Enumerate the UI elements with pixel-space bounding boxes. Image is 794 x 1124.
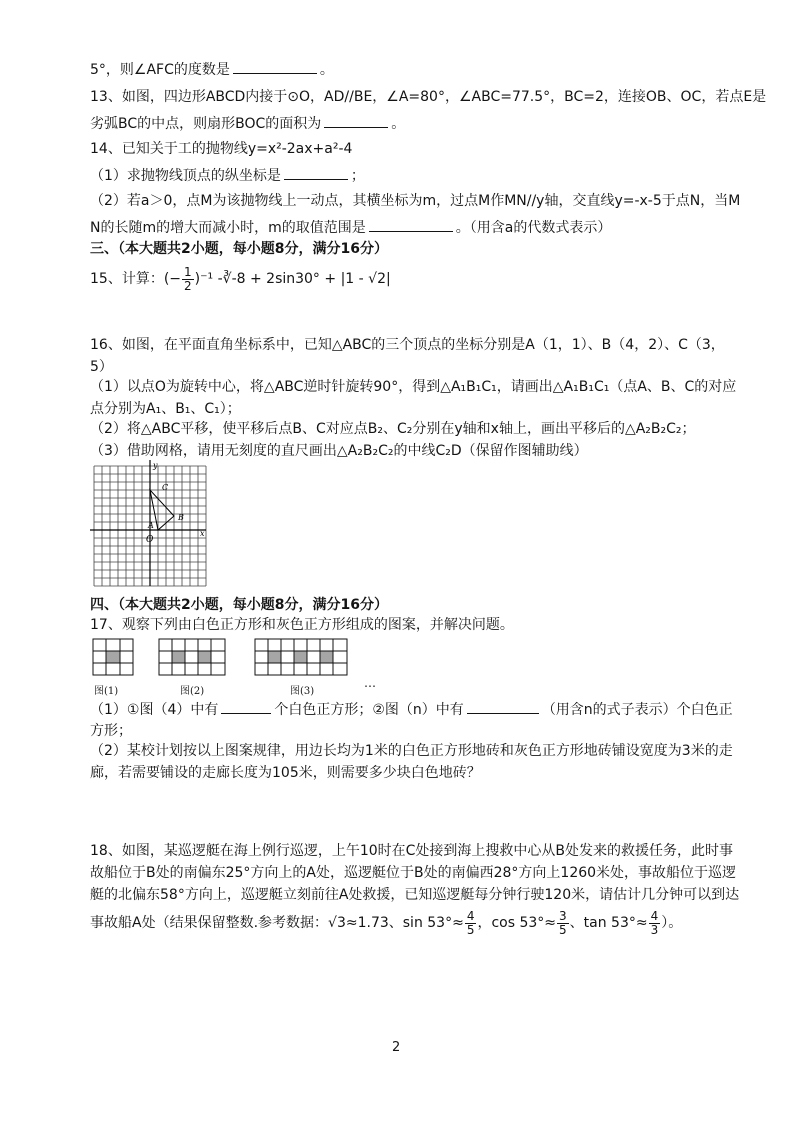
q14-p1-end: ； bbox=[350, 168, 365, 184]
q15 bbox=[90, 264, 720, 294]
tan-label: 、tan 53°≈ bbox=[569, 915, 648, 931]
point-a-label: A bbox=[148, 521, 154, 530]
q12-text: 5°，则∠AFC的度数是 bbox=[90, 62, 230, 78]
q18-line4-post: ）。 bbox=[661, 915, 683, 931]
section-3-heading: 三、（本大题共2小题，每小题8分，满分16分） bbox=[90, 241, 388, 257]
q16-grid-figure bbox=[90, 460, 210, 594]
q15-expression: -∛-8 + 2sin30° + |1 - √2| bbox=[217, 271, 391, 287]
cos-label: ，cos 53°≈ bbox=[477, 915, 557, 931]
coordinate-grid bbox=[90, 460, 210, 590]
q14-p1-text: （1）求抛物线顶点的纵坐标是 bbox=[90, 168, 281, 184]
q14-stem: 14、已知关于工的抛物线y=x²-2ax+a²-4 bbox=[90, 141, 353, 157]
q12-answer-blank[interactable] bbox=[233, 58, 317, 74]
q13-answer-blank[interactable] bbox=[324, 112, 388, 128]
q16-line2: 5） bbox=[90, 359, 113, 375]
q15-pre: (− bbox=[163, 271, 182, 287]
q13-text: 劣弧BC的中点，则扇形BOC的面积为 bbox=[90, 116, 322, 132]
q17-ellipsis: … bbox=[364, 676, 376, 690]
q16-part2: （2）将△ABC平移，使平移后点B、C对应点B₂、C₂分别在y轴和x轴上，画出平移后的△A₂B₂C₂； bbox=[90, 421, 696, 437]
q12-tail bbox=[90, 58, 720, 81]
cos-num: 3 bbox=[559, 908, 567, 923]
section-4-heading: 四、（本大题共2小题，每小题8分，满分16分） bbox=[90, 597, 388, 613]
q15-frac-den: 2 bbox=[184, 278, 192, 293]
q15-frac-num: 1 bbox=[184, 264, 192, 279]
q17-p1-c: （用含n的式子表示）个白色正 bbox=[541, 702, 733, 718]
tan-num: 4 bbox=[650, 908, 659, 923]
pattern-3 bbox=[254, 638, 348, 676]
origin-label: O bbox=[146, 535, 154, 545]
q17-p1-a: （1）①图（4）中有 bbox=[90, 702, 219, 718]
q14-p2-end: 。（用含a的代数式表示） bbox=[455, 220, 612, 236]
q16-part1-line1: （1）以点O为旋转中心，将△ABC逆时针旋转90°，得到△A₁B₁C₁，请画出△A₁B₁C₁（点A、B、C的对应 bbox=[90, 379, 737, 395]
q18-line1: 18、如图，某巡逻艇在海上例行巡逻，上午10时在C处接到海上搜救中心从B处发来的救援任务，此时事 bbox=[90, 843, 734, 859]
point-b-label: B bbox=[178, 513, 184, 522]
sin-den: 5 bbox=[466, 922, 475, 937]
pattern-1 bbox=[92, 638, 134, 676]
q14-part2-line2 bbox=[90, 216, 720, 239]
pattern-2 bbox=[158, 638, 226, 676]
q16-part1-line2: 点分别为A₁、B₁、C₁）； bbox=[90, 401, 241, 417]
q13-line1: 13、如图，四边形ABCD内接于⊙O，AD//BE，∠A=80°，∠ABC=77.5°，BC=2，连接OB、OC，若点E是 bbox=[90, 89, 767, 105]
q15-label: 15、计算： bbox=[90, 271, 164, 287]
q17-p1-b: 个白色正方形；②图（n）中有 bbox=[274, 702, 464, 718]
q17-part2-line1: （2）某校计划按以上图案规律，用边长均为1米的白色正方形地砖和灰色正方形地砖铺设宽度为3米的走 bbox=[90, 743, 733, 759]
q14-p2-blank[interactable] bbox=[369, 216, 453, 232]
q14-part2-line1: （2）若a＞0，点M为该抛物线上一动点，其横坐标为m，过点M作MN//y轴，交直线y=-x-5于点N，当M bbox=[90, 193, 741, 209]
q17-figure-1 bbox=[92, 638, 134, 680]
cos-fraction bbox=[557, 910, 569, 937]
q12-end: 。 bbox=[319, 62, 334, 78]
q17-caption-1: 图(1) bbox=[94, 686, 119, 697]
sin-num: 4 bbox=[466, 908, 475, 923]
q18-line4-pre: 事故船A处（结果保留整数.参考数据：√3≈1.73、sin 53°≈ bbox=[90, 915, 464, 931]
q16-line1: 16、如图，在平面直角坐标系中，已知△ABC的三个顶点的坐标分别是A（1，1）、B（4，2）、C（3， bbox=[90, 337, 725, 353]
q16-part3: （3）借助网格，请用无刻度的直尺画出△A₂B₂C₂的中线C₂D（保留作图辅助线） bbox=[90, 443, 588, 459]
q17-part1-line2: 方形； bbox=[90, 723, 132, 739]
x-axis-label: x bbox=[200, 529, 205, 538]
q18-line3: 艇的北偏东58°方向上，巡逻艇立刻前往A处救援，已知巡逻艇每分钟行驶120米，请估计几分钟可以到达 bbox=[90, 887, 740, 903]
tan-den: 3 bbox=[650, 922, 659, 937]
point-c-label: C bbox=[162, 483, 169, 492]
cos-den: 5 bbox=[559, 922, 567, 937]
q14-p2-text: N的长随m的增大而减小时，m的取值范围是 bbox=[90, 220, 366, 236]
q17-p1-blank-2[interactable] bbox=[467, 698, 539, 714]
q15-post: )⁻¹ bbox=[194, 271, 218, 287]
q15-fraction bbox=[182, 266, 194, 293]
q14-p1-blank[interactable] bbox=[284, 164, 348, 180]
q17-part2-line2: 廊，若需要铺设的走廊长度为105米，则需要多少块白色地砖？ bbox=[90, 765, 481, 781]
q17-stem: 17、观察下列由白色正方形和灰色正方形组成的图案，并解决问题。 bbox=[90, 617, 514, 633]
y-axis-label: y bbox=[153, 461, 158, 470]
page-number: 2 bbox=[392, 1040, 401, 1055]
q18-line2: 故船位于B处的南偏东25°方向上的A处，巡逻艇位于B处的南偏西28°方向上1260米处，事故船位于巡逻 bbox=[90, 865, 737, 881]
q17-caption-3: 图(3) bbox=[290, 686, 315, 697]
q17-caption-2: 图(2) bbox=[180, 686, 205, 697]
sin-fraction bbox=[465, 910, 477, 937]
q13-end: 。 bbox=[391, 116, 406, 132]
q17-figure-3 bbox=[254, 638, 348, 680]
q17-p1-blank-1[interactable] bbox=[221, 698, 271, 714]
q17-figure-2 bbox=[158, 638, 226, 680]
q14-part1 bbox=[90, 164, 720, 187]
q13-line2 bbox=[90, 112, 720, 135]
q17-part1-line1 bbox=[90, 698, 733, 721]
q18-line4 bbox=[90, 906, 720, 940]
tan-fraction bbox=[649, 910, 661, 937]
